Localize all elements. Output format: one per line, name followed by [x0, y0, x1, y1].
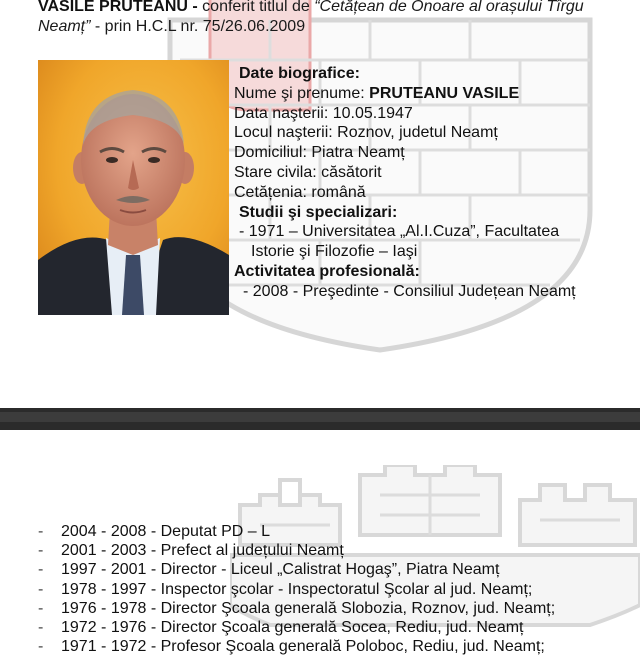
list-item-text: 2004 - 2008 - Deputat PD – L [61, 523, 271, 540]
list-item-text: 1997 - 2001 - Director - Liceul „Calistrat Hogaş”, Piatra Neamț [61, 561, 500, 579]
list-dash: - [38, 638, 44, 656]
bio-name-label: Nume şi prenume: [234, 84, 370, 102]
studies-heading: Studii şi specializari: [239, 203, 398, 221]
bio-birthplace: Locul naşterii: Roznov, judetul Neamț [234, 124, 498, 142]
bio-civil-status: Stare civila: căsătorit [234, 163, 382, 181]
studies-line-1: - 1971 – Universitatea „Al.I.Cuza”, Facultatea [239, 223, 560, 241]
list-item [0, 599, 640, 618]
list-dash: - [38, 561, 44, 579]
list-dash: - [38, 580, 44, 598]
list-item-text: 2001 - 2003 - Prefect al județului Neamț [61, 542, 344, 560]
biographical-data [234, 64, 638, 302]
bio-residence: Domiciliul: Piatra Neamț [234, 144, 405, 162]
bio-name-row [234, 84, 638, 104]
list-item [0, 580, 640, 599]
header-intro: conferit titlul de [197, 0, 315, 15]
list-dash: - [38, 618, 44, 636]
list-dash: - [38, 542, 44, 560]
document-page-bottom [0, 430, 640, 672]
bio-heading: Date biografice: [239, 65, 360, 82]
list-item-text: 1972 - 1976 - Director Şcoala generală Socea, Rediu, jud. Neamț [61, 618, 524, 636]
activity-line-1: - 2008 - Preşedinte - Consiliul Județean Neamț [243, 282, 576, 300]
list-item [0, 618, 640, 637]
activity-list [0, 522, 640, 656]
page-separator-highlight [0, 412, 640, 422]
list-item-text: 1976 - 1978 - Director Şcoala generală Slobozia, Roznov, jud. Neamț; [61, 599, 556, 617]
list-item [0, 522, 640, 541]
header-title: “Cetățean de Onoare al orașului Tîrgu Neamț” [38, 0, 584, 35]
list-item [0, 560, 640, 579]
list-item [0, 637, 640, 656]
list-item-text: 1978 - 1997 - Inspector şcolar - Inspectoratul Şcolar al jud. Neamț; [61, 580, 533, 598]
honorary-citizen-header [38, 0, 638, 37]
bio-birthdate: Data naşterii: 10.05.1947 [234, 104, 413, 122]
bio-name-value: PRUTEANU VASILE [369, 84, 520, 102]
header-decision: - prin H.C.L nr. 75/26.06.2009 [90, 18, 306, 35]
bio-citizenship: Cetățenia: română [234, 183, 366, 201]
list-item-text: 1971 - 1972 - Profesor Şcoala generală Poloboc, Rediu, jud. Neamț; [61, 638, 545, 656]
portrait-photo [38, 60, 229, 315]
header-name: VASILE PRUTEANU - [38, 0, 198, 15]
studies-line-2: Istorie şi Filozofie – Iaşi [251, 243, 418, 261]
list-dash: - [38, 523, 44, 540]
list-dash: - [38, 599, 44, 617]
list-item [0, 541, 640, 560]
activity-heading: Activitatea profesională: [234, 262, 420, 280]
